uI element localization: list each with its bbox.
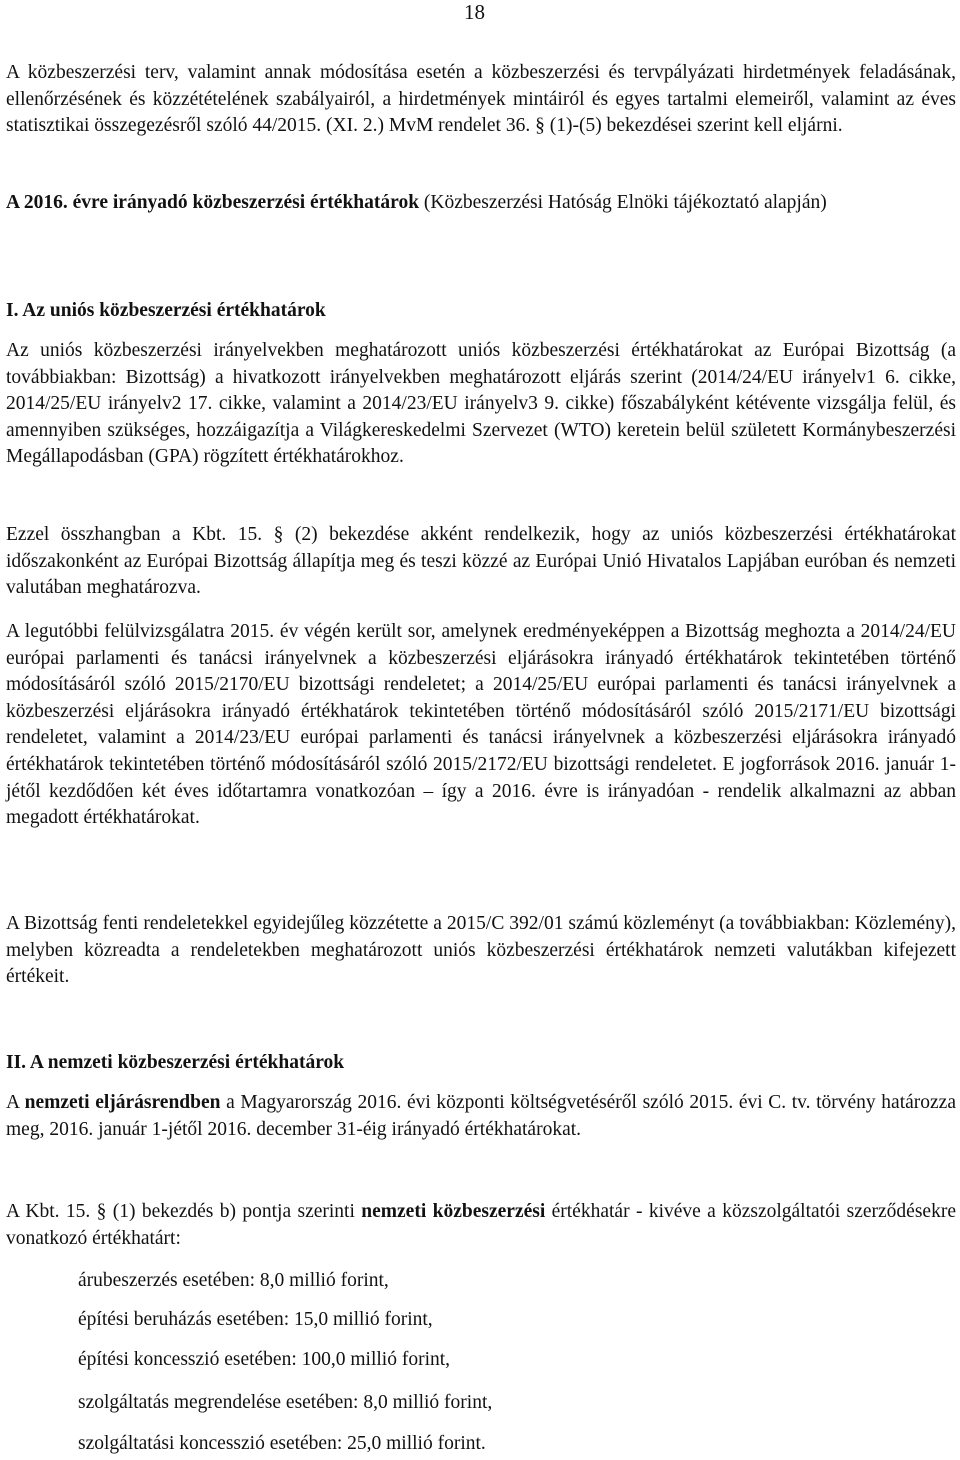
- section-1-paragraph-2: Ezzel összhangban a Kbt. 15. § (2) bekezdése akként rendelkezik, hogy az uniós közbeszerzési értékhatárokat időszakonként az Európai Bizottság állapítja meg és teszi közzé az Európai Unió Hivatalos Lapjában euróban és nemzeti valutában meghatározva.: [6, 524, 956, 599]
- section-1-paragraph-3: A legutóbbi felülvizsgálatra 2015. év végén került sor, amelynek eredményeképpen a Bizottság meghozta a 2014/24/EU európai parlamenti és tanácsi irányelvnek a közbeszerzési eljárásokra irányadó értékhatárok tekintetében történő módosításáról szóló 2015/2170/EU bizottsági rendeletet; a 2014/25/EU európai parlamenti és tanácsi irányelvnek a közbeszerzési eljárásokra irányadó értékhatárok tekintetében történő módosításáról szóló 2015/2171/EU bizottsági rendeletet, valamint a 2014/23/EU európai parlamenti és tanácsi irányelvnek a közbeszerzési eljárásokra irányadó értékhatárok tekintetében történő módosításáról szóló 2015/2172/EU bizottsági rendeletet. E jogforrások 2016. január 1-jétől kezdődően két éves időtartamra vonatkozóan – így a 2016. évre is irányadóan - rendelik alkalmazni az abban megadott értékhatárokat.: [6, 621, 956, 829]
- section-1-paragraph-1: Az uniós közbeszerzési irányelvekben meghatározott uniós közbeszerzési értékhatárokat az Európai Bizottság (a továbbiakban: Bizottság) a hivatkozott irányelvekben meghatározott eljárás szerint (2014/24/EU irányelv1 6. cikke, 2014/25/EU irányelv2 17. cikke, valamint a 2014/23/EU irányelv3 9. cikke) főszabályként kétévente vizsgálja felül, és amennyiben szükséges, hozzáigazítja a Világkereskedelmi Szervezet (WTO) keretein belül született Kormánybeszerzési Megállapodásban (GPA) rögzített értékhatárokhoz.: [6, 340, 956, 468]
- list-item: szolgáltatási koncesszió esetében: 25,0 millió forint.: [78, 1433, 486, 1454]
- section-2-p1-pre: A: [6, 1092, 25, 1113]
- section-2-paragraph-1: [6, 1090, 956, 1143]
- intro-paragraph: A közbeszerzési terv, valamint annak módosítása esetén a közbeszerzési és tervpályázati hirdetmények feladásának, ellenőrzésének és közzétételének szabályairól, a hirdetmények mintáiról és egyes tartalmi elemeiről, valamint az éves statisztikai összegezésről szóló 44/2015. (XI. 2.) MvM rendelet 36. § (1)-(5) bekezdései szerint kell eljárni.: [6, 62, 956, 137]
- section-2-p1-bold: nemzeti eljárásrendben: [24, 1092, 221, 1113]
- section-2-paragraph-2: [6, 1199, 956, 1252]
- section-2-p2-post: értékhatár - kivéve a közszolgáltatói szerződésekre vonatkozó értékhatárt:: [6, 1201, 956, 1249]
- value-limits-title-bold: A 2016. évre irányadó közbeszerzési értékhatárok: [6, 192, 420, 213]
- page-number: 18: [464, 0, 485, 24]
- list-item: szolgáltatás megrendelése esetében: 8,0 millió forint,: [78, 1392, 493, 1413]
- section-1-heading: I. Az uniós közbeszerzési értékhatárok: [6, 300, 326, 321]
- section-1-paragraph-4: A Bizottság fenti rendeletekkel egyidejűleg közzétette a 2015/C 392/01 számú közleményt (a továbbiakban: Közlemény), melyben közreadta a rendeletekben meghatározott uniós közbeszerzési értékhatárok nemzeti valutákban kifejezett értékeit.: [6, 913, 956, 988]
- list-item: árubeszerzés esetében: 8,0 millió forint,: [78, 1270, 389, 1291]
- section-2-p1-post: a Magyarország 2016. évi központi költségvetéséről szóló 2015. évi C. tv. törvény határozza meg, 2016. január 1-jétől 2016. december 31-éig irányadó értékhatárokat.: [6, 1092, 956, 1140]
- value-limits-title-rest: (Közbeszerzési Hatóság Elnöki tájékoztató alapján): [419, 192, 827, 213]
- list-item: építési koncesszió esetében: 100,0 millió forint,: [78, 1349, 451, 1370]
- section-2-heading: II. A nemzeti közbeszerzési értékhatárok: [6, 1052, 345, 1073]
- list-item: építési beruházás esetében: 15,0 millió forint,: [78, 1309, 433, 1330]
- value-limits-title: [6, 190, 956, 217]
- section-2-p2-bold: nemzeti közbeszerzési: [361, 1201, 546, 1222]
- section-2-p2-pre: A Kbt. 15. § (1) bekezdés b) pontja szerinti: [6, 1201, 362, 1222]
